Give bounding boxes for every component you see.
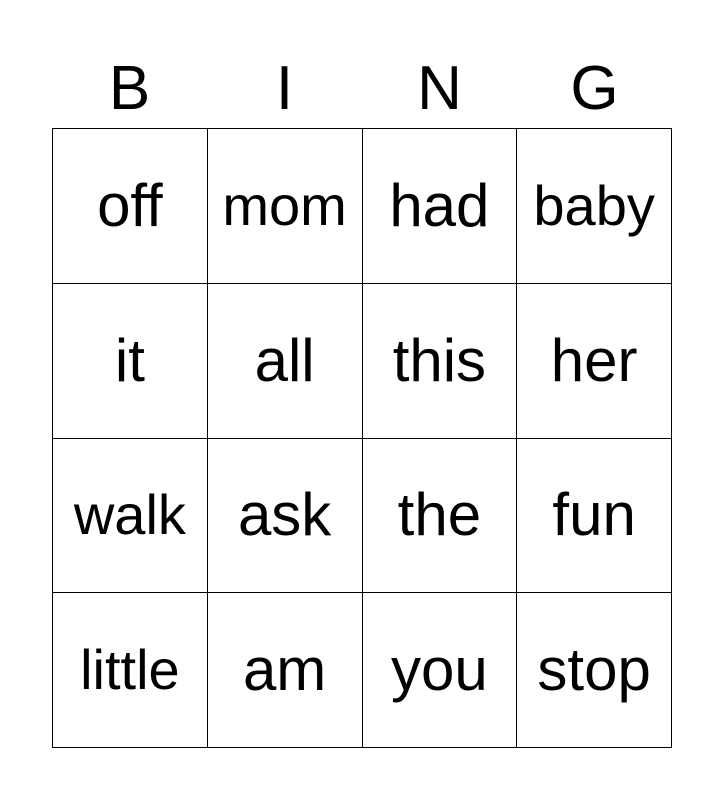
cell-word: the [397, 481, 482, 549]
bingo-cell[interactable] [363, 129, 518, 284]
bingo-cell[interactable] [208, 439, 363, 594]
bingo-cell[interactable] [53, 439, 208, 594]
header-letter-i: I [275, 54, 294, 123]
bingo-cell[interactable] [363, 284, 518, 439]
header-letter-n: N [417, 54, 462, 123]
cell-word: am [242, 636, 327, 704]
cell-word: baby [533, 173, 655, 237]
bingo-header [52, 50, 672, 128]
bingo-cell[interactable] [208, 129, 363, 284]
cell-word: this [392, 326, 487, 394]
bingo-cell[interactable] [208, 593, 363, 748]
bingo-cell[interactable] [363, 439, 518, 594]
cell-word: ask [237, 481, 332, 549]
header-letter-g: G [570, 54, 619, 123]
bingo-cell[interactable] [53, 284, 208, 439]
cell-word: had [389, 171, 490, 239]
cell-word: you [391, 636, 488, 704]
bingo-cell[interactable] [53, 593, 208, 748]
cell-word: all [254, 326, 315, 394]
cell-word: her [550, 326, 638, 394]
bingo-board [52, 128, 672, 748]
cell-word: little [80, 638, 180, 702]
cell-word: off [97, 171, 163, 239]
header-letter-b: B [108, 54, 151, 123]
bingo-cell[interactable] [363, 593, 518, 748]
bingo-cell[interactable] [208, 284, 363, 439]
cell-word: mom [222, 173, 347, 237]
bingo-cell[interactable] [517, 129, 672, 284]
bingo-cell[interactable] [517, 284, 672, 439]
bingo-cell[interactable] [53, 129, 208, 284]
cell-word: stop [537, 636, 651, 704]
cell-word: fun [552, 481, 636, 549]
cell-word: walk [73, 483, 186, 547]
cell-word: it [114, 326, 145, 394]
bingo-cell[interactable] [517, 439, 672, 594]
bingo-cell[interactable] [517, 593, 672, 748]
